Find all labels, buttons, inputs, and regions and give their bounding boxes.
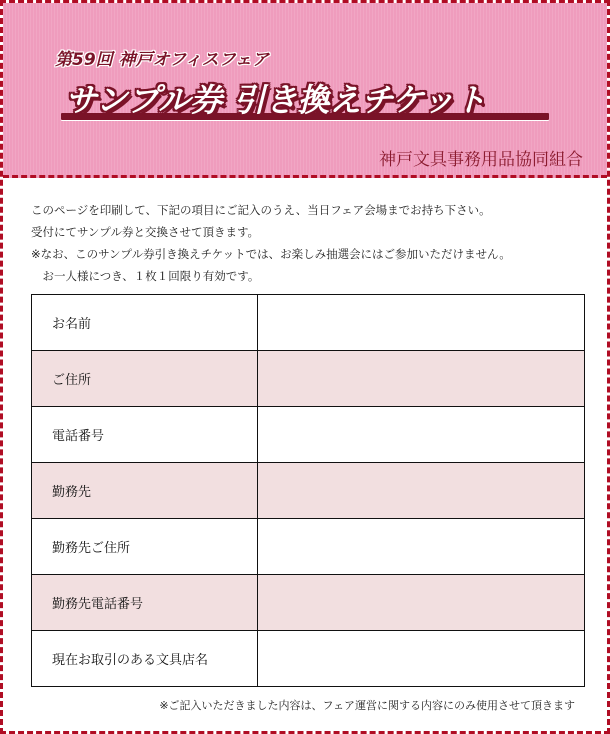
form-row-employer xyxy=(32,463,585,519)
form-row-stationery-store xyxy=(32,631,585,687)
form-label: 勤務先 xyxy=(32,463,258,519)
form-label: 勤務先電話番号 xyxy=(32,575,258,631)
edition-label: 第59回 神戸オフィスフェア xyxy=(55,50,269,70)
form-row-phone xyxy=(32,407,585,463)
phone-field[interactable] xyxy=(258,407,585,463)
employer-address-field[interactable] xyxy=(258,519,585,575)
employer-phone-field[interactable] xyxy=(258,575,585,631)
form-label: 電話番号 xyxy=(32,407,258,463)
stationery-store-field[interactable] xyxy=(258,631,585,687)
ticket-header xyxy=(3,3,607,178)
page-title: サンプル券 引き換えチケット xyxy=(65,81,487,119)
form-row-address xyxy=(32,351,585,407)
instructions xyxy=(31,199,591,287)
form-label: 勤務先ご住所 xyxy=(32,519,258,575)
instruction-line: このページを印刷して、下記の項目にご記入のうえ、当日フェア会場までお持ち下さい。 xyxy=(31,203,491,217)
form-label: ご住所 xyxy=(32,351,258,407)
form-label: 現在お取引のある文具店名 xyxy=(32,631,258,687)
form-row-employer-phone xyxy=(32,575,585,631)
registration-form xyxy=(31,294,585,687)
privacy-footnote: ※ご記入いただきました内容は、フェア運営に関する内容にのみ使用させて頂きます xyxy=(159,699,575,712)
form-label: お名前 xyxy=(32,295,258,351)
employer-field[interactable] xyxy=(258,463,585,519)
name-field[interactable] xyxy=(258,295,585,351)
instruction-line: 受付にてサンプル券と交換させて頂きます。 xyxy=(31,225,260,239)
address-field[interactable] xyxy=(258,351,585,407)
instruction-line: お一人様につき、１枚１回限り有効です。 xyxy=(31,269,260,283)
organization-name: 神戸文具事務用品協同組合 xyxy=(379,150,583,170)
instruction-line: ※なお、このサンプル券引き換えチケットでは、お楽しみ抽選会にはご参加いただけません。 xyxy=(31,247,511,261)
form-row-name xyxy=(32,295,585,351)
form-row-employer-address xyxy=(32,519,585,575)
